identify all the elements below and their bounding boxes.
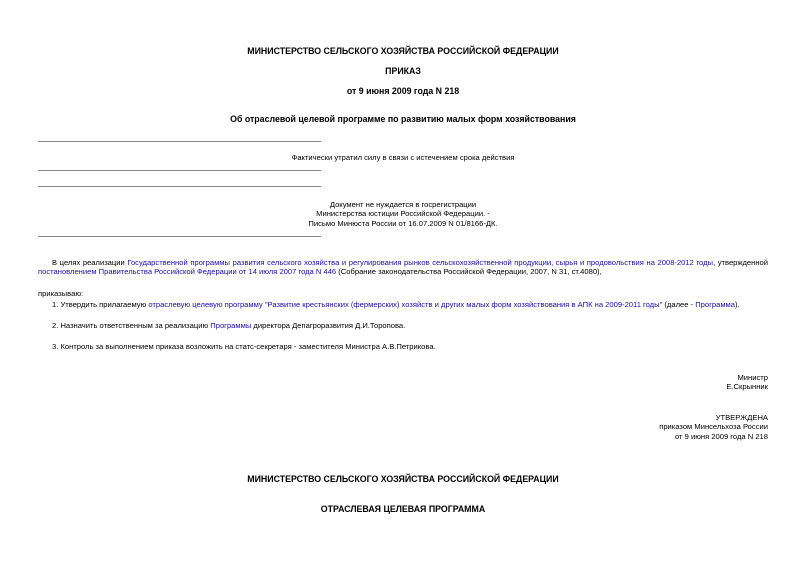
- item-text: 1. Утвердить прилагаемую: [52, 300, 149, 309]
- signature-position: Министр: [737, 373, 768, 382]
- doc-title: Об отраслевой целевой программе по развитию малых форм хозяйствования: [230, 114, 576, 124]
- preamble-paragraph: [38, 258, 768, 277]
- appendix-ministry-heading: МИНИСТЕРСТВО СЕЛЬСКОГО ХОЗЯЙСТВА РОССИЙСКОЙ ФЕДЕРАЦИИ: [247, 474, 559, 484]
- divider: [38, 170, 321, 171]
- registration-line-3: Письмо Минюста России от 16.07.2009 N 01/8166-ДК.: [308, 218, 498, 228]
- preamble-text: (Собрание законодательства Российской Федерации, 2007, N 31, ст.4080),: [336, 267, 602, 277]
- registration-line-2: Министерства юстиции Российской Федерации. -: [316, 209, 490, 219]
- approval-date: от 9 июня 2009 года N 218: [674, 431, 768, 441]
- program-short-link[interactable]: Программа: [695, 300, 735, 309]
- signature-block: [568, 373, 768, 392]
- government-decree-link[interactable]: постановлением Правительства Российской Федерации от 14 июля 2007 года N 446: [38, 267, 337, 277]
- approval-by: приказом Минсельхоза России: [659, 422, 768, 432]
- order-item-3: 3. Контроль за выполнением приказа возложить на статс-секретаря - заместителя Министра А.В.Петрикова.: [52, 342, 436, 351]
- order-item-2: [38, 321, 768, 330]
- doc-type-heading: ПРИКАЗ: [385, 66, 421, 76]
- registration-note: [38, 200, 768, 228]
- signature-name: Е.Скрынник: [726, 382, 768, 392]
- approval-block: [568, 413, 768, 441]
- program-link[interactable]: отраслевую целевую программу "Развитие крестьянских (фермерских) хозяйств и других малых форм хозяйствования в АПК на 2009-2011 годы": [148, 300, 663, 309]
- divider: [38, 236, 321, 237]
- order-word: приказываю:: [38, 289, 84, 298]
- preamble-text: , утвержденной: [713, 258, 768, 267]
- divider: [38, 141, 321, 142]
- item-text: (далее -: [662, 300, 696, 309]
- ministry-heading: МИНИСТЕРСТВО СЕЛЬСКОГО ХОЗЯЙСТВА РОССИЙСКОЙ ФЕДЕРАЦИИ: [247, 46, 559, 56]
- order-item-1: [38, 300, 768, 309]
- item-text: директора Депагроразвития Д.И.Торопова.: [251, 321, 406, 330]
- registration-line-1: Документ не нуждается в госрегистрации: [329, 200, 477, 209]
- doc-date-number: от 9 июня 2009 года N 218: [346, 86, 460, 96]
- preamble-text: В целях реализации: [52, 258, 128, 267]
- status-note: Фактически утратил силу в связи с истечением срока действия: [291, 153, 515, 162]
- item-text: 2. Назначить ответственным за реализацию: [52, 321, 211, 330]
- program-link[interactable]: Программы: [210, 321, 252, 330]
- approval-word: УТВЕРЖДЕНА: [715, 413, 768, 422]
- state-program-link[interactable]: Государственной программы развития сельского хозяйства и регулирования рынков сельскохозяйственной продукции, сырья и продовольствия на 2008-2012 годы: [127, 258, 714, 267]
- item-text: ).: [735, 300, 740, 309]
- appendix-title: ОТРАСЛЕВАЯ ЦЕЛЕВАЯ ПРОГРАММА: [320, 504, 486, 514]
- divider: [38, 186, 321, 187]
